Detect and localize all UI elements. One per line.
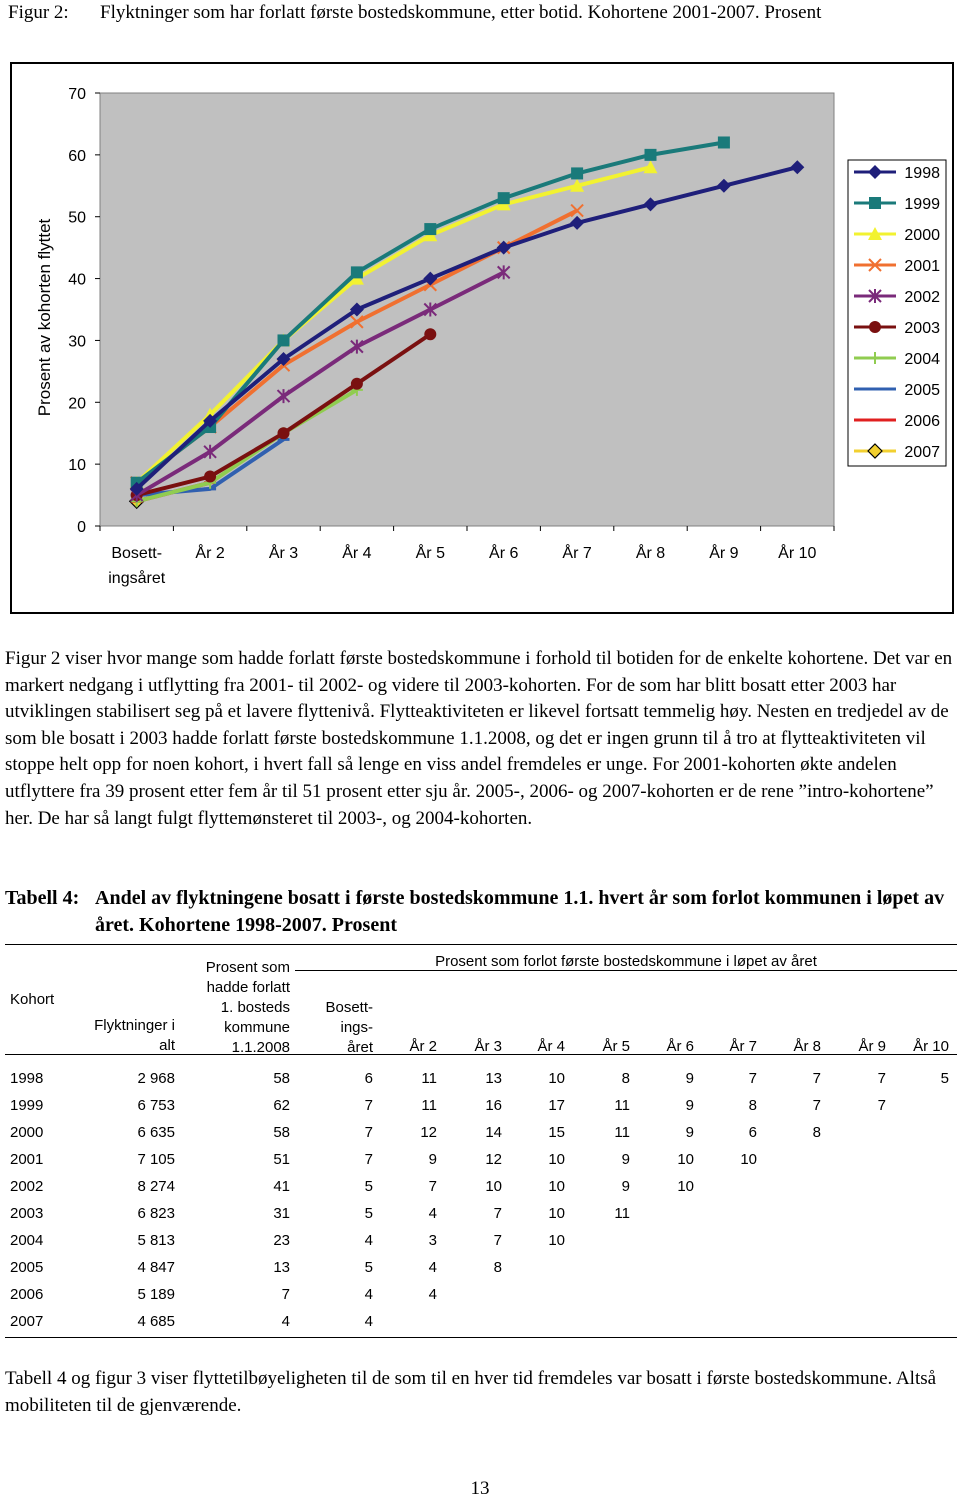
header-prosent-forlatt: 1.1.2008: [231, 1039, 290, 1056]
row-value: 7: [493, 1232, 502, 1249]
x-tick-label: Bosett-ingsåret: [108, 545, 166, 587]
data-point: [278, 334, 290, 346]
row-value: 12: [485, 1151, 502, 1168]
row-value: 4: [364, 1232, 373, 1249]
y-tick-label: 70: [68, 86, 86, 103]
row-value: 10: [677, 1151, 694, 1168]
paragraph-2: Tabell 4 og figur 3 viser flyttetilbøyeligheten til de som til en hver tid fremdeles var bosatt i første bostedskommune. Altså mobiliteten til de gjenværende.: [5, 1368, 937, 1416]
row-kohort: 2003: [10, 1205, 44, 1222]
row-flyktninger: 5 813: [137, 1232, 175, 1249]
legend-label: 2001: [904, 258, 940, 275]
row-value: 7: [748, 1070, 757, 1087]
row-value: 12: [420, 1124, 437, 1141]
row-prosent: 58: [273, 1070, 290, 1087]
row-value: 8: [748, 1097, 757, 1114]
row-value: 4: [428, 1286, 437, 1303]
row-value: 7: [364, 1097, 373, 1114]
row-value: 9: [428, 1151, 437, 1168]
row-value: 4: [428, 1259, 437, 1276]
plot-area: [100, 93, 834, 526]
header-bosett: Bosett-: [325, 999, 373, 1016]
row-value: 14: [485, 1124, 502, 1141]
x-tick-label: År 10: [778, 545, 817, 562]
row-flyktninger: 4 685: [137, 1313, 175, 1330]
header-year: År 8: [793, 1038, 821, 1055]
y-tick-label: 60: [68, 147, 86, 165]
chart-frame: [10, 62, 954, 614]
data-point: [645, 149, 657, 161]
header-year: År 3: [474, 1038, 502, 1055]
header-year: År 10: [913, 1038, 949, 1055]
row-kohort: 2000: [10, 1124, 44, 1141]
header-year: År 4: [537, 1038, 565, 1055]
row-prosent: 7: [281, 1286, 290, 1303]
header-prosent-forlatt: kommune: [224, 1019, 290, 1036]
x-tick-label: År 4: [342, 545, 372, 562]
x-tick-label: År 3: [268, 545, 299, 562]
row-value: 16: [485, 1097, 502, 1114]
row-value: 5: [364, 1259, 373, 1276]
data-point: [424, 328, 436, 340]
row-kohort: 2007: [10, 1313, 44, 1330]
header-prosent-forlatt: Prosent som: [205, 959, 290, 976]
row-prosent: 58: [273, 1124, 290, 1141]
data-point: [204, 471, 216, 483]
header-flyktninger: Flyktninger i: [94, 1017, 175, 1034]
legend-label: 2003: [904, 320, 940, 337]
row-kohort: 2001: [10, 1151, 44, 1168]
x-tick-label: År 9: [709, 545, 739, 562]
row-value: 8: [621, 1070, 630, 1087]
row-value: 10: [548, 1070, 565, 1087]
row-value: 9: [621, 1151, 630, 1168]
row-flyktninger: 6 753: [137, 1097, 175, 1114]
header-group: Prosent som forlot første bostedskommune i løpet av året: [435, 953, 817, 970]
row-value: 17: [548, 1097, 565, 1114]
row-value: 10: [548, 1178, 565, 1195]
header-year: År 9: [858, 1038, 886, 1055]
row-value: 7: [493, 1205, 502, 1222]
page-number: 13: [470, 1478, 490, 1499]
y-tick-label: 10: [68, 457, 86, 475]
table-title-text: Andel av flyktningene bosatt i første bostedskommune 1.1. hvert år som forlot kommunen i løpet av året. Kohortene 1998-2007. Prosent: [95, 887, 945, 936]
row-value: 11: [421, 1070, 437, 1087]
row-value: 7: [877, 1070, 886, 1087]
row-value: 3: [428, 1232, 437, 1249]
data-point: [424, 223, 436, 235]
header-year: År 2: [409, 1038, 437, 1055]
legend-label: 1998: [904, 165, 940, 182]
line-chart: [12, 64, 952, 612]
legend-label: 2006: [904, 413, 940, 430]
row-value: 5: [364, 1205, 373, 1222]
x-tick-label: År 2: [195, 545, 225, 562]
row-prosent: 4: [281, 1313, 290, 1330]
data-point: [498, 192, 510, 204]
row-value: 11: [421, 1097, 437, 1114]
row-value: 11: [614, 1205, 630, 1222]
row-value: 9: [685, 1097, 694, 1114]
header-year: År 6: [666, 1038, 694, 1055]
table-top-rule: [5, 944, 957, 945]
row-value: 10: [548, 1205, 565, 1222]
row-value: 7: [812, 1070, 821, 1087]
row-kohort: 1998: [10, 1070, 44, 1087]
row-value: 9: [685, 1070, 694, 1087]
legend-label: 2004: [904, 351, 940, 368]
row-value: 15: [548, 1124, 565, 1141]
header-flyktninger: alt: [159, 1037, 175, 1054]
x-tick-label: År 6: [489, 545, 519, 562]
y-axis-label: Prosent av kohorten flyttet: [35, 218, 54, 417]
row-value: 7: [428, 1178, 437, 1195]
header-kohort: Kohort: [10, 991, 55, 1008]
y-tick-label: 50: [68, 209, 86, 227]
row-value: 11: [614, 1097, 630, 1114]
row-value: 11: [614, 1124, 630, 1141]
row-flyktninger: 6 823: [137, 1205, 175, 1222]
header-year: År 7: [729, 1038, 757, 1055]
row-value: 13: [485, 1070, 502, 1087]
row-value: 6: [748, 1124, 757, 1141]
row-value: 7: [364, 1151, 373, 1168]
row-flyktninger: 2 968: [137, 1070, 175, 1087]
figure-title: [8, 0, 958, 25]
row-value: 7: [877, 1097, 886, 1114]
legend-label: 2007: [904, 444, 940, 461]
row-prosent: 13: [273, 1259, 290, 1276]
y-tick-label: 40: [68, 271, 86, 289]
row-value: 8: [493, 1259, 502, 1276]
table-bottom-rule: [5, 1337, 957, 1338]
data-point: [718, 136, 730, 148]
data-point: [351, 378, 363, 390]
row-value: 10: [677, 1178, 694, 1195]
row-value: 4: [364, 1286, 373, 1303]
data-point: [351, 266, 363, 278]
row-value: 10: [548, 1151, 565, 1168]
row-flyktninger: 4 847: [137, 1259, 175, 1276]
table-label: Tabell 4:: [5, 887, 80, 909]
row-value: 10: [740, 1151, 757, 1168]
row-prosent: 62: [273, 1097, 290, 1114]
row-kohort: 2005: [10, 1259, 44, 1276]
header-bosett: ings-: [340, 1019, 373, 1036]
y-tick-label: 30: [68, 333, 86, 351]
x-tick-label: År 8: [635, 545, 666, 562]
row-value: 9: [621, 1178, 630, 1195]
row-flyktninger: 5 189: [137, 1286, 175, 1303]
row-value: 7: [364, 1124, 373, 1141]
row-prosent: 51: [273, 1151, 290, 1168]
legend-marker: [869, 197, 881, 209]
row-value: 6: [364, 1070, 373, 1087]
row-value: 5: [364, 1178, 373, 1195]
paragraph-1: Figur 2 viser hvor mange som hadde forlatt første bostedskommune i forhold til botiden for de enkelte kohortene. Det var en markert nedgang i utflytting fra 2001- til 2002- og videre til 2003-kohorten. For de som har blitt bosatt etter 2003 har utviklingen stabilisert seg på et lavere flyttenivå. Flytteaktiviteten er likevel fortsatt temmelig høy. Nesten en tredjedel av de som ble bosatt i 2003 hadde forlatt første bostedskommune 1.1.2008, og det er ingen grunn til å tro at flytteaktiviteten vil stoppe helt opp for noen kohort, i hvert fall så lenge en viss andel fremdeles er unge. For 2001-kohorten økte andelen utflyttere fra 39 prosent etter fem år til 51 prosent etter sju år. 2005-, 2006- og 2007-kohorten er de rene ”intro-kohortene” her. De har så langt fulgt flyttemønsteret til 2003-, og 2004-kohorten.: [5, 648, 953, 829]
legend-label: 2000: [904, 227, 940, 244]
y-tick-label: 0: [77, 519, 86, 536]
header-year: År 5: [602, 1038, 630, 1055]
row-flyktninger: 6 635: [137, 1124, 175, 1141]
row-prosent: 23: [273, 1232, 290, 1249]
row-value: 5: [940, 1070, 949, 1087]
row-value: 4: [364, 1313, 373, 1330]
y-tick-label: 20: [68, 395, 86, 413]
legend-marker: [869, 321, 881, 333]
header-bosett: året: [347, 1039, 373, 1056]
row-kohort: 1999: [10, 1097, 44, 1114]
row-prosent: 31: [273, 1205, 290, 1222]
legend-label: 2005: [904, 382, 940, 399]
x-tick-label: År 7: [562, 545, 592, 562]
row-kohort: 2002: [10, 1178, 44, 1195]
row-prosent: 41: [273, 1178, 290, 1195]
row-kohort: 2004: [10, 1232, 44, 1249]
row-flyktninger: 8 274: [137, 1178, 175, 1195]
figure-label: Figur 2:: [8, 2, 69, 23]
row-value: 4: [428, 1205, 437, 1222]
row-value: 7: [812, 1097, 821, 1114]
header-prosent-forlatt: 1. bosteds: [220, 999, 290, 1016]
row-value: 9: [685, 1124, 694, 1141]
data-point: [278, 427, 290, 439]
x-tick-label: År 5: [415, 545, 445, 562]
row-value: 10: [485, 1178, 502, 1195]
data-point: [571, 167, 583, 179]
figure-title-text: Flyktninger som har forlatt første bostedskommune, etter botid. Kohortene 2001-2007. Prosent: [100, 2, 822, 23]
row-flyktninger: 7 105: [137, 1151, 175, 1168]
row-kohort: 2006: [10, 1286, 44, 1303]
legend-label: 2002: [904, 289, 940, 306]
legend-label: 1999: [904, 196, 940, 213]
row-value: 8: [812, 1124, 821, 1141]
row-value: 10: [548, 1232, 565, 1249]
header-prosent-forlatt: hadde forlatt: [206, 979, 290, 996]
